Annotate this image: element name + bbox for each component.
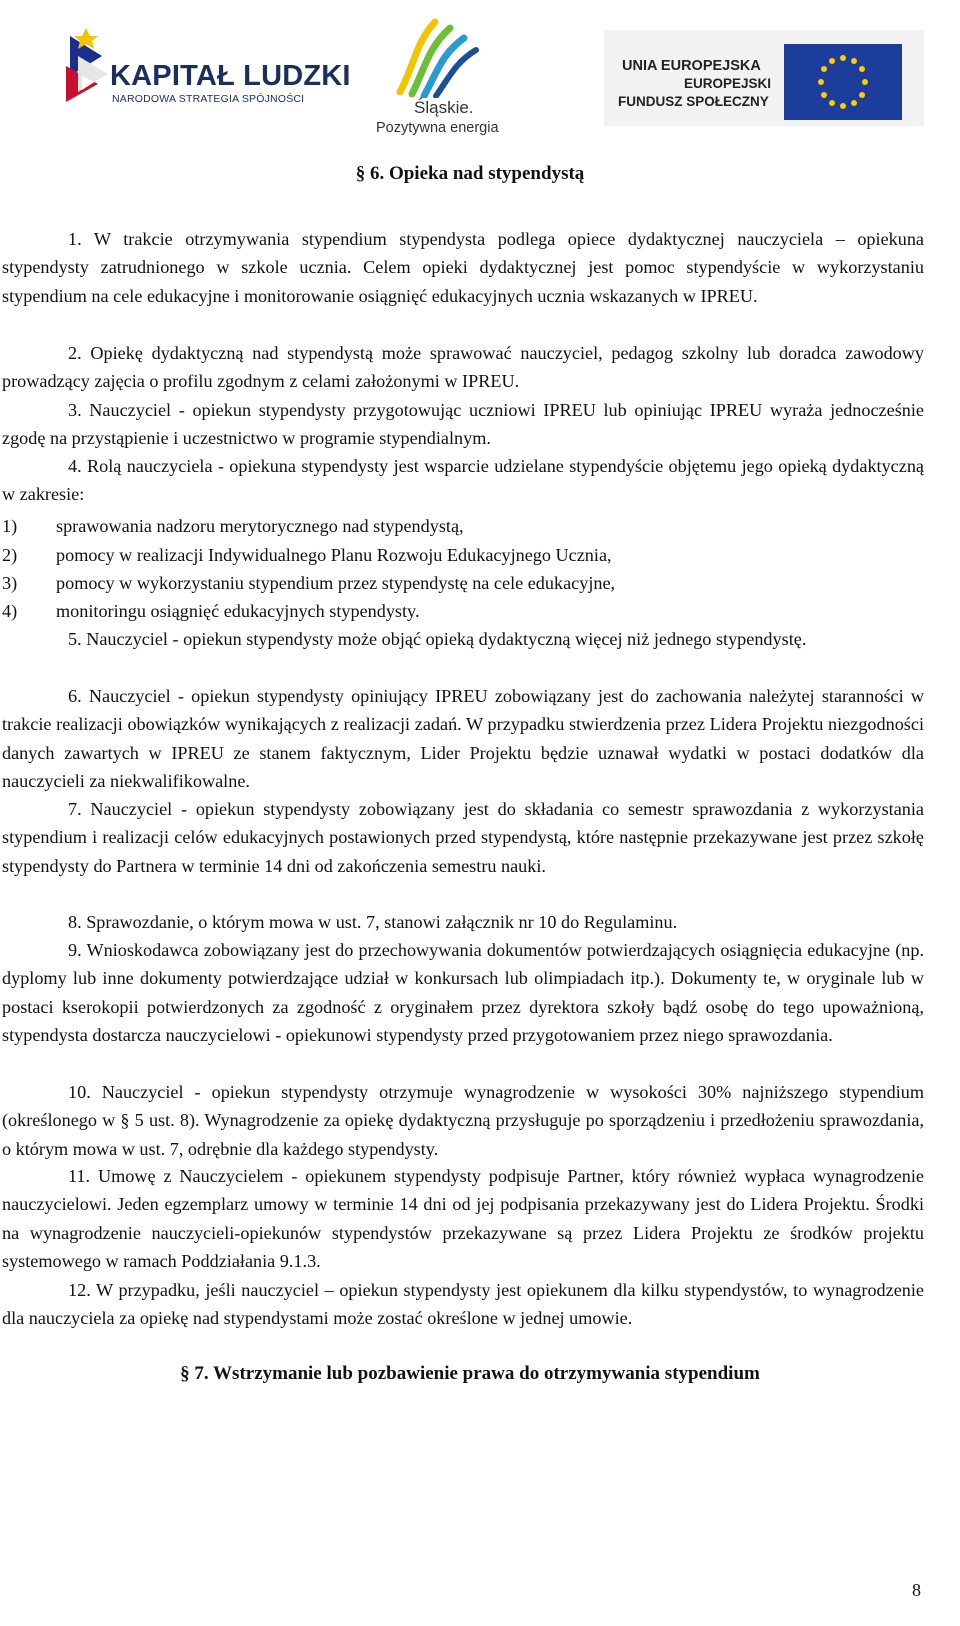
eu-line2: EUROPEJSKI	[684, 76, 772, 91]
paragraph-11: 11. Umowę z Nauczycielem - opiekunem stypendysty podpisuje Partner, który również wypłaca wynagrodzenie nauczycielowi. Jeden egzemplarz umowy w terminie 14 dni od jej podpisania przekazywany jest do Lidera Projektu. Środki na wynagrodzenie nauczycieli-opiekunów stypendystów przekazywane są przez Lidera Projektu ze środków projektu systemowego w ramach Poddziałania 9.1.3.	[2, 1166, 924, 1272]
paragraph-8: 8. Sprawozdanie, o którym mowa w ust. 7, stanowi załącznik nr 10 do Regulaminu.	[68, 912, 678, 932]
slaskie-name: Śląskie.	[414, 98, 474, 117]
slaskie-tagline: Pozytywna energia	[376, 120, 499, 136]
page-number: 8	[912, 1580, 921, 1600]
paragraph-2: 2. Opiekę dydaktyczną nad stypendystą może sprawować nauczyciel, pedagog szkolny lub doradca zawodowy prowadzący zajęcia o profilu zgodnym z celami założonymi w IPREU.	[2, 343, 924, 392]
paragraph-9: 9. Wnioskodawca zobowiązany jest do przechowywania dokumentów potwierdzających osiągnięcia edukacyjne (np. dyplomy lub inne dokumenty potwierdzające udział w konkursach lub olimpiadach itp.). Dokumenty te, w oryginale lub w postaci kserokopii potwierdzonych za zgodność z oryginałem przez dyrektora szkoły bądź osobę do tego upoważnioną, stypendysta dostarcza nauczycielowi - opiekunowi stypendysty przed przygotowaniem przez niego sprawozdania.	[2, 940, 924, 1046]
list-item	[2, 597, 420, 625]
kapital-ludzki-subtitle: NARODOWA STRATEGIA SPÓJNOŚCI	[112, 93, 305, 105]
eu-line1: UNIA EUROPEJSKA	[622, 58, 761, 74]
list-item-text: monitoringu osiągnięć edukacyjnych stypendysty.	[56, 601, 420, 621]
list-item-text: sprawowania nadzoru merytorycznego nad stypendystą,	[56, 516, 464, 536]
list-item-number: 2)	[2, 545, 18, 565]
list-item-number: 3)	[2, 573, 18, 593]
slaskie-waves-icon	[360, 14, 500, 98]
list-item-number: 4)	[2, 601, 18, 621]
section-7-title: § 7. Wstrzymanie lub pozbawienie prawa do otrzymywania stypendium	[180, 1363, 760, 1384]
section-6-title: § 6. Opieka nad stypendystą	[355, 163, 585, 184]
paragraph-4: 4. Rolą nauczyciela - opiekuna stypendysty jest wsparcie udzielane stypendyście objętemu jego opieką dydaktyczną w zakresie:	[2, 456, 924, 505]
paragraph-6: 6. Nauczyciel - opiekun stypendysty opiniujący IPREU zobowiązany jest do zachowania należytej staranności w trakcie realizacji obowiązków wynikających z realizacji zadań. W przypadku stwierdzenia przez Lidera Projektu niezgodności danych zawartych w IPREU ze stanem faktycznym, Lider Projektu będzie uznawał wydatki w postaci dodatków dla nauczycieli za niekwalifikowalne.	[2, 686, 924, 792]
eu-line3: FUNDUSZ SPOŁECZNY	[618, 94, 769, 109]
paragraph-1: 1. W trakcie otrzymywania stypendium stypendysta podlega opiece dydaktycznej nauczyciela – opiekuna stypendysty zatrudnionego w szkole ucznia. Celem opieki dydaktycznej jest pomoc stypendyście w wykorzystaniu stypendium na cele edukacyjne i monitorowanie osiągnięć edukacyjnych ucznia wskazanych w IPREU.	[2, 229, 924, 306]
kapital-ludzki-name: KAPITAŁ LUDZKI	[110, 60, 351, 92]
paragraph-7: 7. Nauczyciel - opiekun stypendysty zobowiązany jest do składania co semestr sprawozdania z wykorzystania stypendium i realizacji celów edukacyjnych postawionych przed stypendystą, które następnie przekazywane jest przez szkołę stypendysty do Partnera w terminie 14 dni od zakończenia semestru nauki.	[2, 799, 924, 876]
eu-logo	[604, 30, 924, 126]
list-item	[2, 541, 612, 569]
kapital-ludzki-logo	[62, 26, 351, 122]
list-item-text: pomocy w realizacji Indywidualnego Planu Rozwoju Edukacyjnego Ucznia,	[56, 545, 612, 565]
list-item-text: pomocy w wykorzystaniu stypendium przez stypendystę na cele edukacyjne,	[56, 573, 616, 593]
paragraph-12: 12. W przypadku, jeśli nauczyciel – opiekun stypendysty jest opiekunem dla kilku stypendystów, to wynagrodzenie dla nauczyciela za opiekę nad stypendystami może zostać określone w jednej umowie.	[2, 1280, 924, 1329]
list-item-number: 1)	[2, 516, 18, 536]
paragraph-5: 5. Nauczyciel - opiekun stypendysty może objąć opieką dydaktyczną więcej niż jednego stypendystę.	[68, 629, 807, 649]
paragraph-10: 10. Nauczyciel - opiekun stypendysty otrzymuje wynagrodzenie w wysokości 30% najniższego stypendium (określonego w § 5 ust. 8). Wynagrodzenie za opiekę dydaktyczną przysługuje po sporządzeniu i przedłożeniu sprawozdania, o którym mowa w ust. 7, odrębnie dla każdego stypendysty.	[2, 1082, 924, 1159]
paragraph-3: 3. Nauczyciel - opiekun stypendysty przygotowując uczniowi IPREU lub opiniując IPREU wyraża jednocześnie zgodę na przystąpienie i uczestnictwo w programie stypendialnym.	[2, 400, 924, 449]
list-item	[2, 569, 615, 597]
slaskie-logo	[360, 14, 500, 136]
eu-flag-icon	[784, 44, 902, 120]
list-item	[2, 512, 464, 540]
header-logos	[0, 0, 960, 150]
